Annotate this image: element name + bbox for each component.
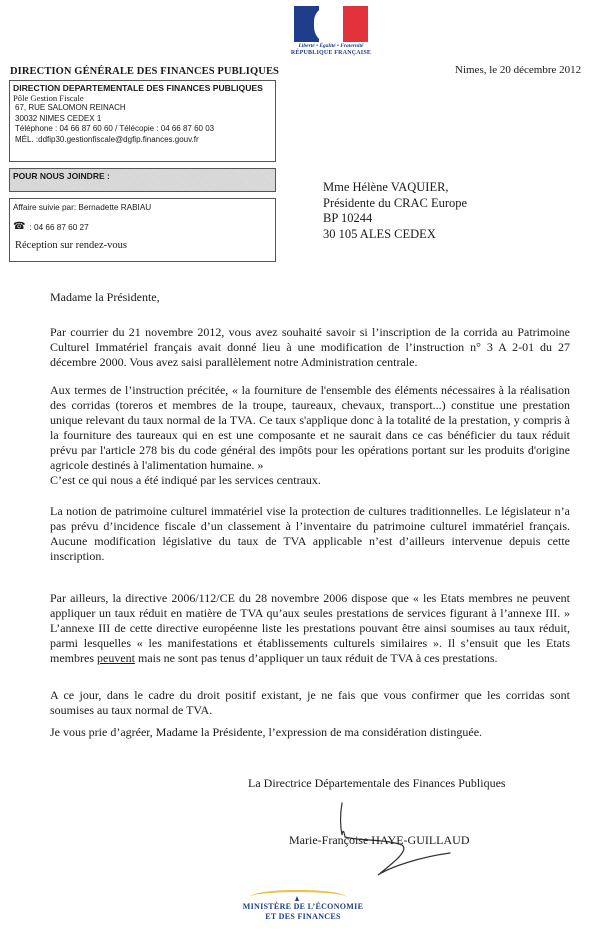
directive-text-end: mais ne sont pas tenus d’appliquer un taux réduit de TVA à ces prestations. — [138, 651, 498, 665]
ministry-name-line1: MINISTÈRE DE L’ÉCONOMIE — [242, 902, 364, 911]
sender-phone-fax: Téléphone : 04 66 87 60 60 / Télécopie : 04 66 87 60 03 — [15, 124, 215, 133]
contact-box — [9, 168, 276, 192]
marianne-profile-icon — [314, 8, 342, 42]
sender-street: 67, RUE SALOMON REINACH — [15, 103, 126, 112]
recipient-name: Mme Hélène VAQUIER, — [323, 180, 449, 194]
case-handler-box — [9, 198, 276, 262]
sender-address-box — [9, 80, 276, 162]
pole-name: Pôle Gestion Fiscale — [13, 93, 84, 103]
ministry-name-line2: ET DES FINANCES — [265, 912, 341, 921]
logo-republic-name: RÉPUBLIQUE FRANÇAISE — [290, 50, 372, 56]
case-handled-by: Affaire suivie par: Bernadette RABIAU — [13, 203, 152, 212]
recipient-city: 30 105 ALES CEDEX — [323, 226, 436, 241]
instruction-quote: Aux termes de l’instruction précitée, « la fourniture de l'ensemble des éléments nécessaires à la réalisation des corridas (toreros et membres de la troupe, taureaux, chevaux, transport...) constitue une prestation unique relevant du taux normal de la TVA. Ce taux s'applique donc à la totalité de la prestation, y compris à la fourniture des taureaux qui en est une composante et ne saurait dans ce cas bénéficier du taux réduit prévu par l'article 278 bis du code général des impôts pour les opérations portant sur les produits d'origine agricole destinés à l'alimentation humaine. » — [50, 383, 570, 472]
paragraph-heritage: La notion de patrimoine culturel immatériel vise la protection de cultures traditionnelles. Le législateur n’a pas prévu d’incidence fiscale d’un classement à l’inventaire du patrimoine culturel immatériel français. Aucune modification législative du taux de TVA applicable n’est d’ailleurs intervenue depuis cette inscription. — [50, 504, 570, 563]
recipient-title: Présidente du CRAC Europe — [323, 195, 468, 210]
recipient-po-box: BP 10244 — [323, 211, 373, 225]
signatory-name: Marie-Françoise HAYE-GUILLAUD — [289, 833, 470, 847]
paragraph-conclusion: A ce jour, dans le cadre du droit positif existant, je ne fais que vous confirmer que les corridas sont soumises au taux normal de TVA. — [50, 688, 570, 717]
emphasized-word: peuvent — [97, 651, 135, 665]
dgfip-title: DIRECTION GÉNÉRALE DES FINANCES PUBLIQUES — [10, 66, 279, 77]
department-name: DIRECTION DEPARTEMENTALE DES FINANCES PUBLIQUES — [13, 83, 263, 93]
directive-text: Par ailleurs, la directive 2006/112/CE du 28 novembre 2006 dispose que « les Etats membres ne peuvent appliquer un taux réduit en matière de TVA qu’aux seules prestations de services figurant à l’annexe III. » L’annexe III de cette directive européenne liste les prestations pouvant être ainsi soumises au taux réduit, parmi lesquelles « les manifestations et établissements culturels similaires ». Il s’ensuit que les Etats membres — [50, 591, 570, 665]
case-phone: : 04 66 87 60 27 — [29, 222, 89, 232]
central-services-note: C’est ce qui nous a été indiqué par les services centraux. — [50, 473, 321, 487]
recipient-address — [323, 180, 467, 242]
paragraph-instruction-quote — [50, 383, 570, 488]
paragraph-request: Par courrier du 21 novembre 2012, vous avez souhaité savoir si l’inscription de la corrida au Patrimoine Culturel Immatériel français avait donné lieu à une modification de l’instruction n° 3 A 2-01 du 27 décembre 2000. Vous avez saisi parallèlement notre Administration centrale. — [50, 325, 570, 369]
letter-date: Nimes, le 20 décembre 2012 — [455, 64, 582, 76]
sender-city: 30032 NIMES CEDEX 1 — [15, 113, 102, 123]
reception-note: Réception sur rendez-vous — [15, 240, 127, 251]
logo-motto: Liberté • Égalité • Fraternité — [298, 43, 364, 49]
paragraph-closing: Je vous prie d’agréer, Madame la Présidente, l’expression de ma considération distinguée. — [50, 725, 483, 739]
sender-email: MÉL. :ddfip30.gestionfiscale@dgfip.finances.gouv.fr — [15, 134, 199, 144]
republique-francaise-logo — [290, 6, 372, 58]
contact-title: POUR NOUS JOINDRE : — [13, 171, 110, 181]
paragraph-directive — [50, 591, 570, 666]
case-phone-row — [13, 222, 272, 232]
ministry-marker-icon — [295, 896, 299, 901]
telephone-icon: ☎ — [13, 221, 26, 232]
signatory-title: La Directrice Départementale des Finances Publiques — [248, 776, 506, 790]
ministry-logo — [238, 890, 364, 934]
salutation: Madame la Présidente, — [50, 290, 160, 304]
